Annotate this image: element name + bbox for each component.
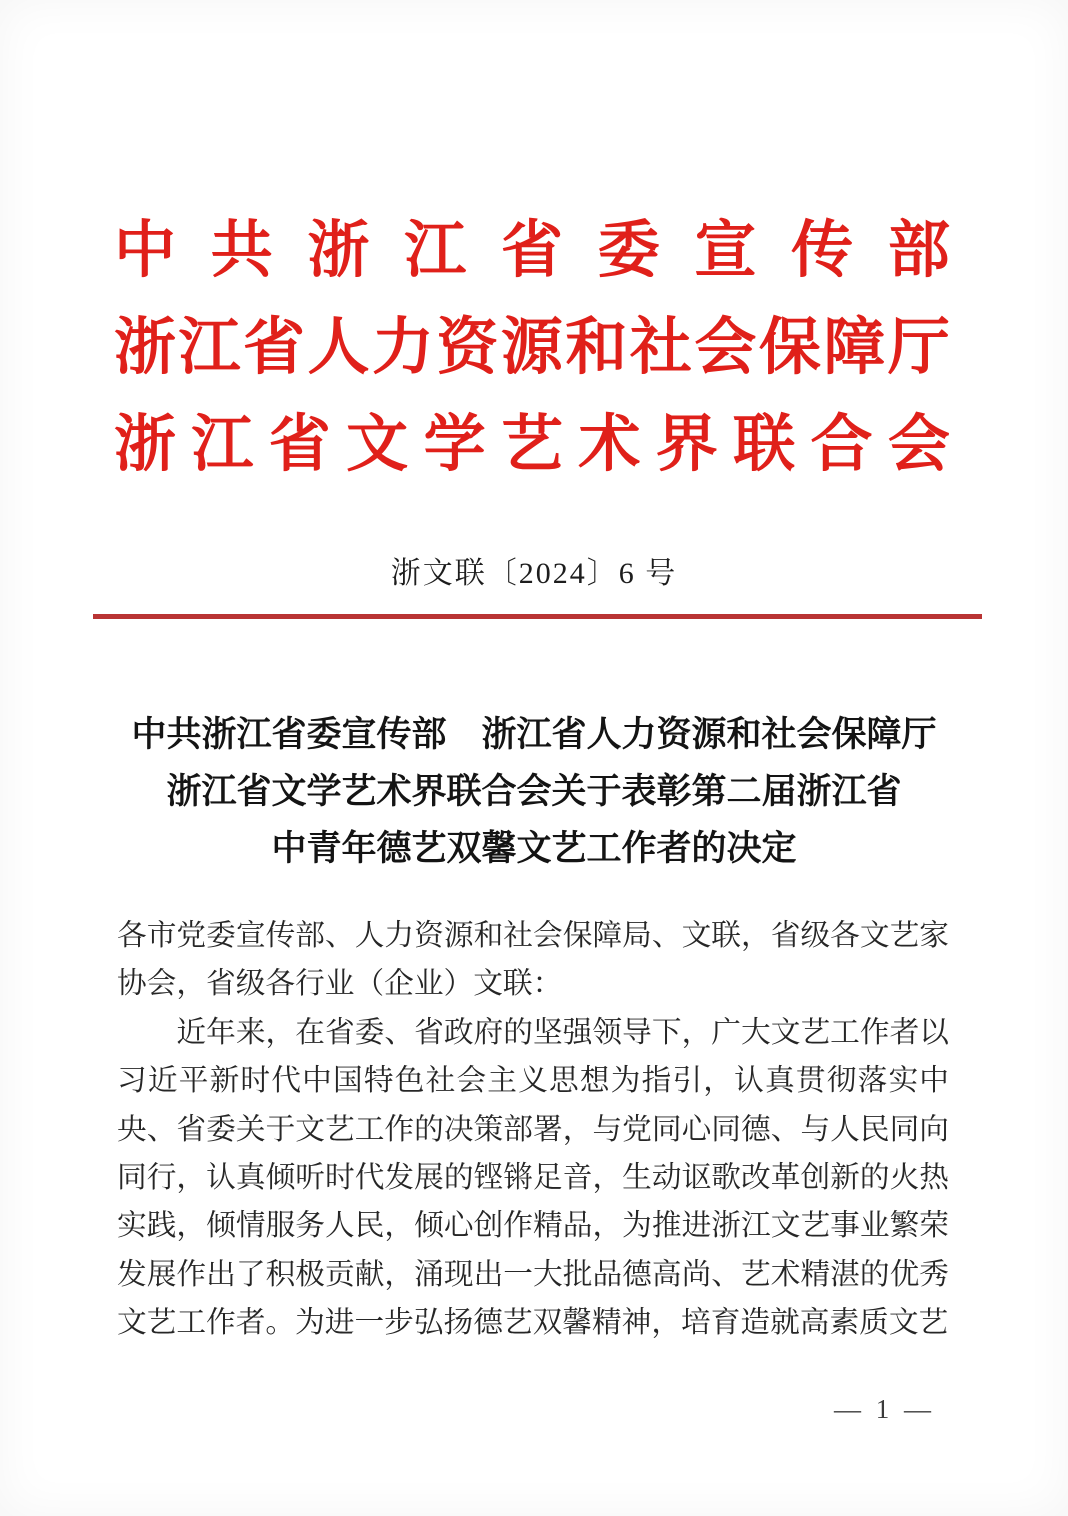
- document-body: [117, 912, 949, 1348]
- letterhead-line-1: 中 共 浙 江 省 委 宣 传 部: [114, 217, 950, 285]
- document-title-line-2: 浙江省文学艺术界联合会关于表彰第二届浙江省: [166, 772, 902, 811]
- body-paragraph-1: 近年来，在省委、省政府的坚强领导下，广大文艺工作者以习近平新时代中国特色社会主义思想为指引，认真贯彻落实中央、省委关于文艺工作的决策部署，与党同心同德、与人民同向同行，认真倾听时代发展的铿锵足音，生动讴歌改革创新的火热实践，倾情服务人民，倾心创作精品，为推进浙江文艺事业繁荣发展作出了积极贡献，涌现出一大批品德高尚、艺术精湛的优秀文艺工作者。为进一步弘扬德艺双馨精神，培育造就高素质文艺: [117, 1016, 949, 1340]
- letterhead-line-3: 浙 江 省 文 学 艺 术 界 联 合 会: [114, 411, 950, 479]
- document-title-line-1: 中共浙江省委宣传部 浙江省人力资源和社会保障厅: [131, 715, 937, 754]
- document-title-line-3: 中青年德艺双馨文艺工作者的决定: [271, 829, 797, 868]
- document-number: 浙文联〔2024〕6 号: [390, 557, 678, 590]
- red-divider-line: [93, 614, 982, 619]
- letterhead-line-2: 浙 江 省 人 力 资 源 和 社 会 保 障 厅: [114, 314, 950, 382]
- document-title: [0, 706, 1068, 877]
- salutation-paragraph: 各市党委宣传部、人力资源和社会保障局、文联，省级各文艺家协会，省级各行业（企业）文联：: [117, 920, 949, 1001]
- letterhead: [114, 196, 950, 487]
- page-number: — 1 —: [834, 1394, 935, 1424]
